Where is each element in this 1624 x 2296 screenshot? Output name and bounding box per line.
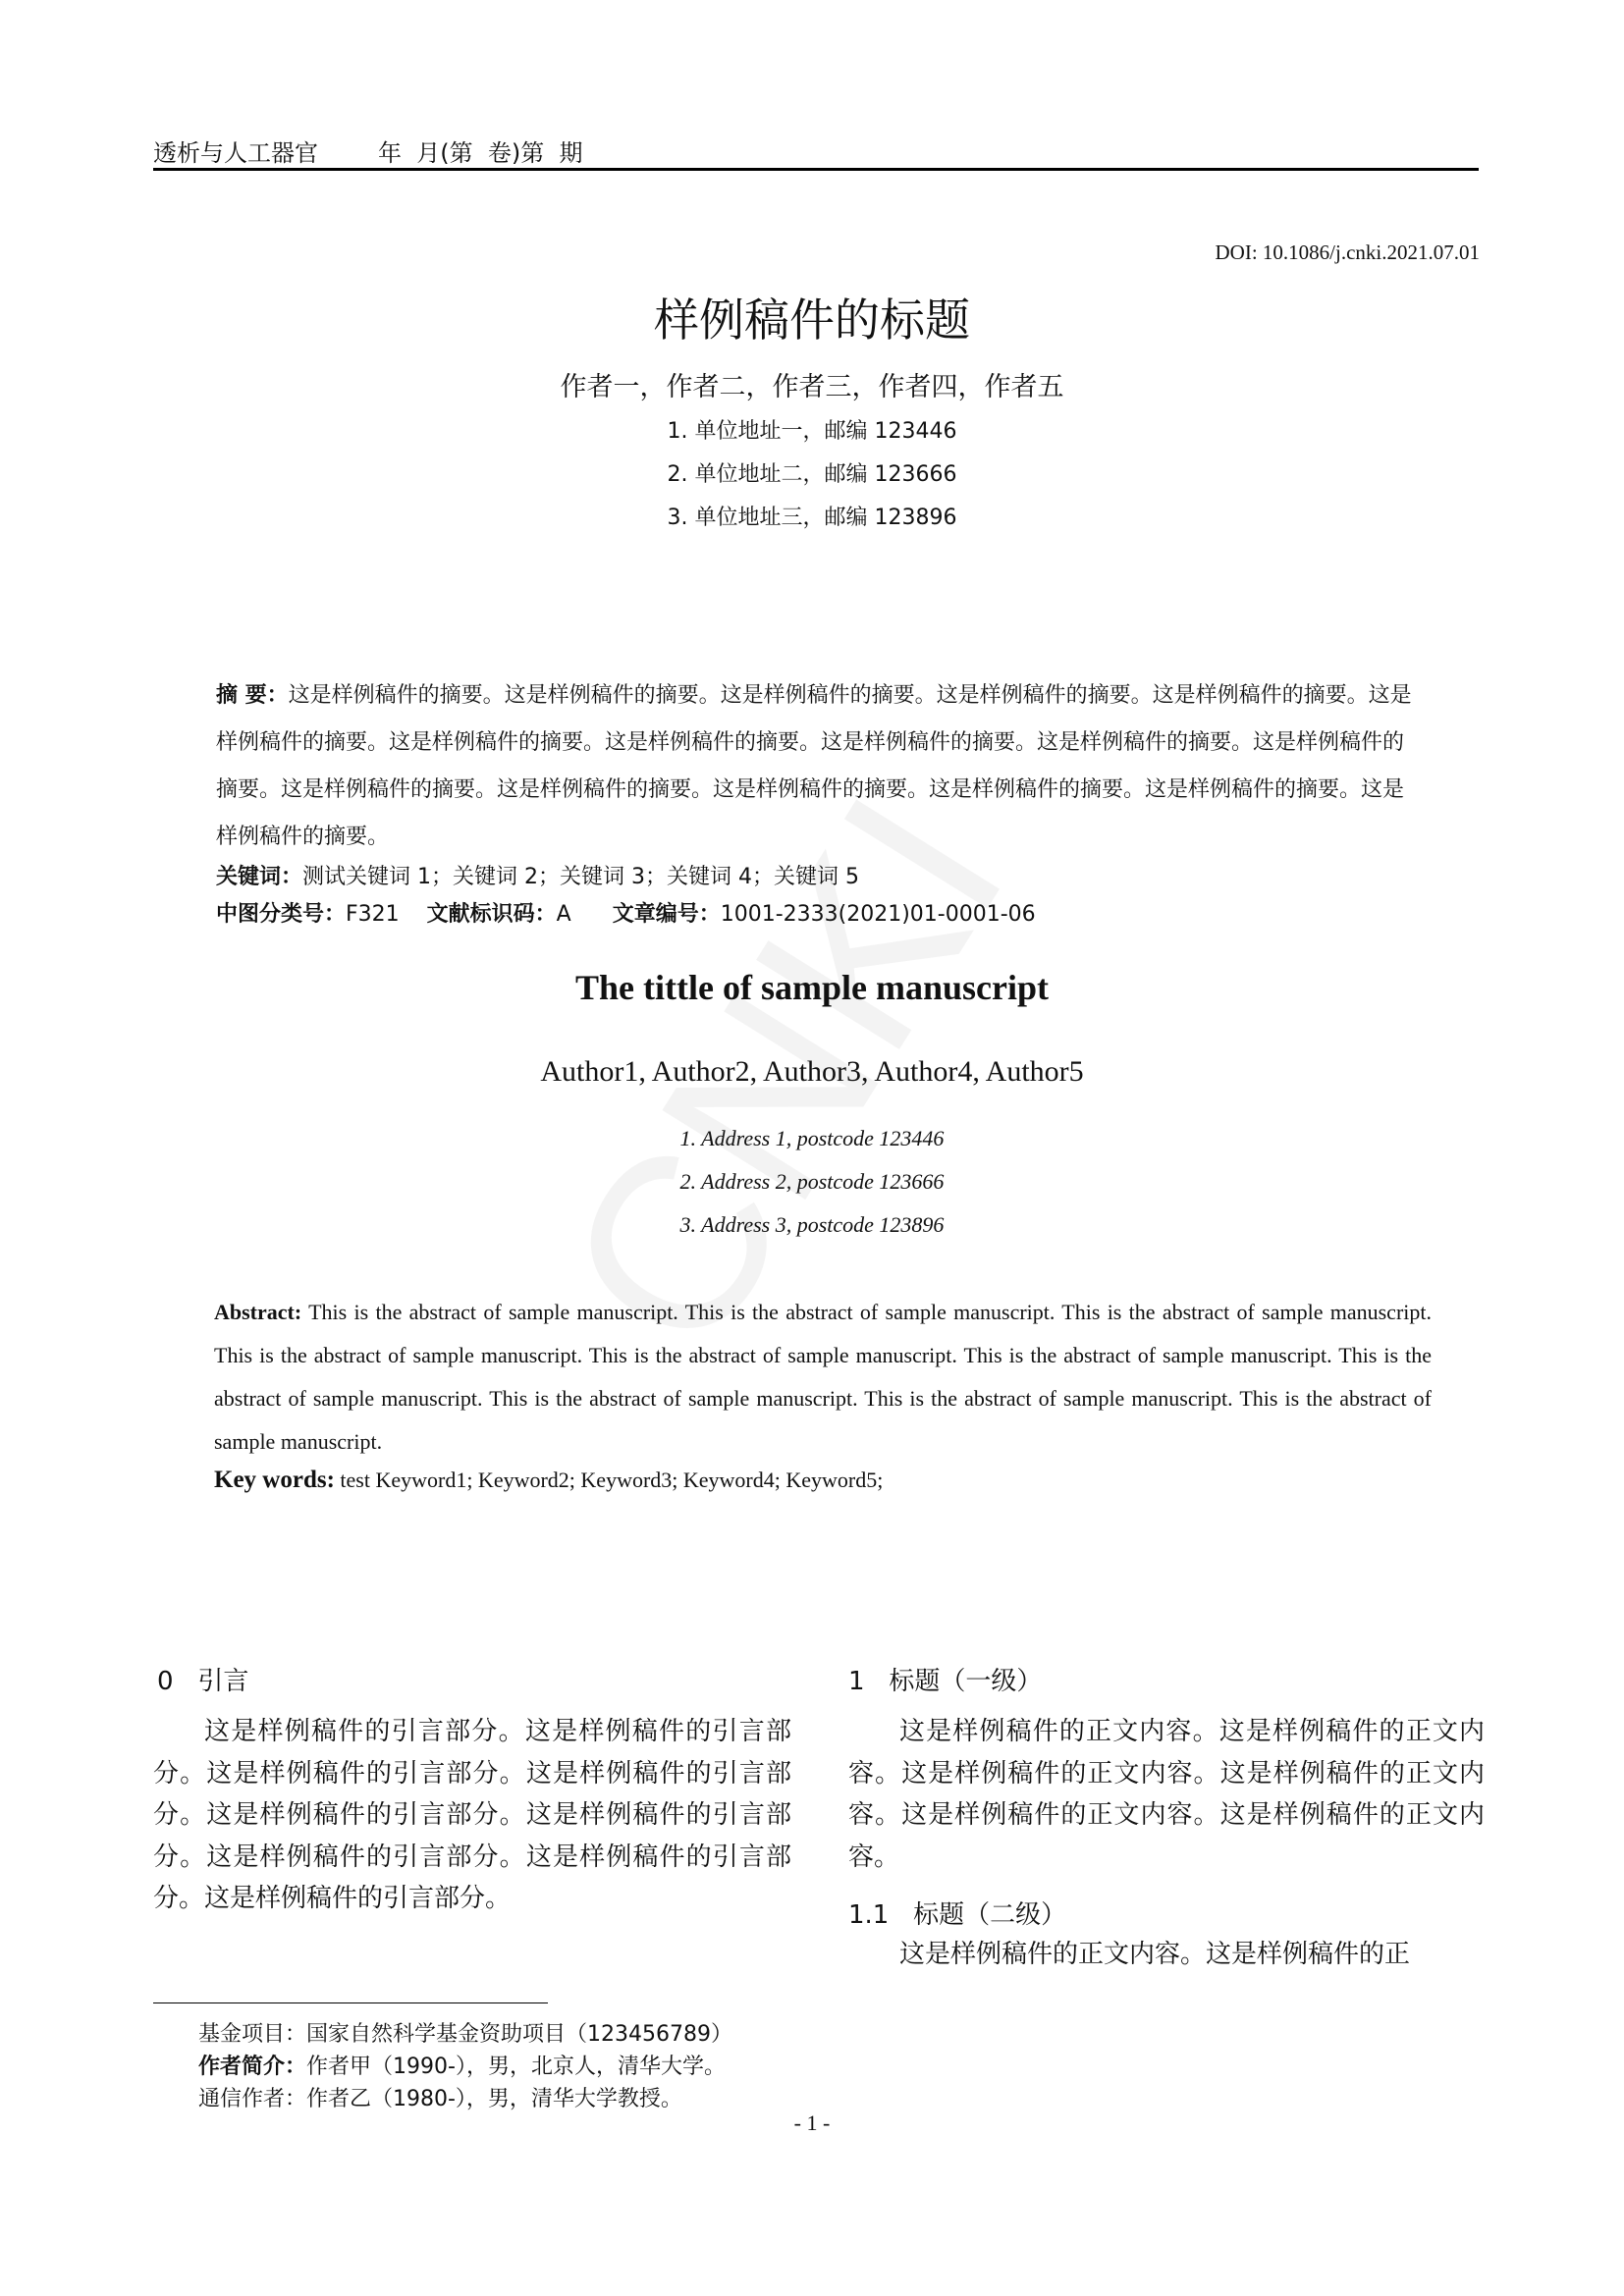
chinese-abstract [216, 672, 1424, 861]
chinese-abstract-text: 这是样例稿件的摘要。这是样例稿件的摘要。这是样例稿件的摘要。这是样例稿件的摘要。这是样例稿件的摘要。这是样例稿件的摘要。这是样例稿件的摘要。这是样例稿件的摘要。这是样例稿件的摘要。这是样例稿件的摘要。这是样例稿件的摘要。这是样例稿件的摘要。这是样例稿件的摘要。这是样例稿件的摘要。这是样例稿件的摘要。这是样例稿件的摘要。这是样例稿件的摘要。 [216, 683, 1412, 849]
header-rule [153, 168, 1479, 171]
footnote-corresponding: 通信作者：作者乙（1980-），男，清华大学教授。 [198, 2087, 682, 2111]
article-number-value: 1001-2333(2021)01-0001-06 [720, 902, 1036, 927]
footnote-author-label: 作者简介： [198, 2055, 307, 2079]
running-header [153, 133, 583, 168]
english-abstract-label: Abstract: [214, 1300, 302, 1324]
footnote-author [198, 2050, 726, 2080]
english-affiliation-2: 2. Address 2, postcode 123666 [679, 1169, 945, 1194]
chinese-affiliation-2: 2. 单位地址二，邮编 123666 [667, 462, 957, 487]
document-code-label: 文献标识码： [426, 902, 557, 927]
section-0-text: 这是样例稿件的引言部分。这是样例稿件的引言部分。这是样例稿件的引言部分。这是样例稿件的引言部分。这是样例稿件的引言部分。这是样例稿件的引言部分。这是样例稿件的引言部分。这是样例稿件的引言部分。这是样例稿件的引言部分。 [153, 1717, 791, 1913]
english-affiliation-3: 3. Address 3, postcode 123896 [679, 1212, 945, 1237]
section-0-heading: 0 引言 [157, 1667, 249, 1696]
chinese-abstract-label: 摘 要： [216, 683, 289, 708]
english-keywords-label: Key words: [214, 1467, 335, 1493]
classification-line [216, 897, 1036, 928]
english-keywords-text: test Keyword1; Keyword2; Keyword3; Keyword4; Keyword5; [334, 1468, 884, 1492]
section-1-1-text: 这是样例稿件的正文内容。这是样例稿件的正 [899, 1940, 1411, 1969]
clc-label: 中图分类号： [216, 902, 347, 927]
section-1-heading: 1 标题（一级） [848, 1667, 1043, 1696]
chinese-affiliation-3: 3. 单位地址三，邮编 123896 [667, 506, 957, 530]
page-number: - 1 - [793, 2110, 831, 2135]
article-number-label: 文章编号： [612, 902, 721, 927]
chinese-authors: 作者一，作者二，作者三，作者四，作者五 [560, 372, 1064, 402]
document-code-value: A [556, 902, 571, 927]
english-abstract [214, 1291, 1432, 1464]
english-keywords [214, 1467, 883, 1494]
english-title: The tittle of sample manuscript [575, 968, 1049, 1007]
issue-info: 年 月(第 卷)第 期 [378, 139, 583, 167]
chinese-title: 样例稿件的标题 [654, 294, 970, 347]
chinese-keywords [216, 860, 859, 890]
english-abstract-text: This is the abstract of sample manuscript. This is the abstract of sample manuscript. This is the abstract of sample manuscript. This is the abstract of sample manuscript. This is the abstract of sample manuscript. This is the abstract of sample manuscript. This is the abstract of sample manuscript. This is the abstract of sample manuscript. This is the abstract of sample manuscript. This is the abstract of sample manuscript. [214, 1300, 1432, 1454]
chinese-affiliation-1: 1. 单位地址一，邮编 123446 [667, 419, 957, 444]
section-1-text: 这是样例稿件的正文内容。这是样例稿件的正文内容。这是样例稿件的正文内容。这是样例稿件的正文内容。这是样例稿件的正文内容。这是样例稿件的正文内容。 [848, 1717, 1485, 1872]
footnote-rule [153, 2002, 548, 2003]
clc-value: F321 [346, 902, 400, 927]
footnote-fund: 基金项目：国家自然科学基金资助项目（123456789） [198, 2022, 732, 2047]
english-affiliation-1: 1. Address 1, postcode 123446 [679, 1126, 945, 1150]
doi: DOI: 10.1086/j.cnki.2021.07.01 [1215, 240, 1480, 264]
section-1-1-heading: 1.1 标题（二级） [848, 1900, 1067, 1930]
journal-name: 透析与人工器官 [153, 139, 318, 167]
footnote-author-text: 作者甲（1990-），男，北京人，清华大学。 [306, 2055, 726, 2079]
chinese-keywords-label: 关键词： [216, 865, 303, 889]
english-authors: Author1, Author2, Author3, Author4, Author5 [540, 1055, 1084, 1088]
chinese-keywords-text: 测试关键词 1；关键词 2；关键词 3；关键词 4；关键词 5 [302, 865, 859, 889]
